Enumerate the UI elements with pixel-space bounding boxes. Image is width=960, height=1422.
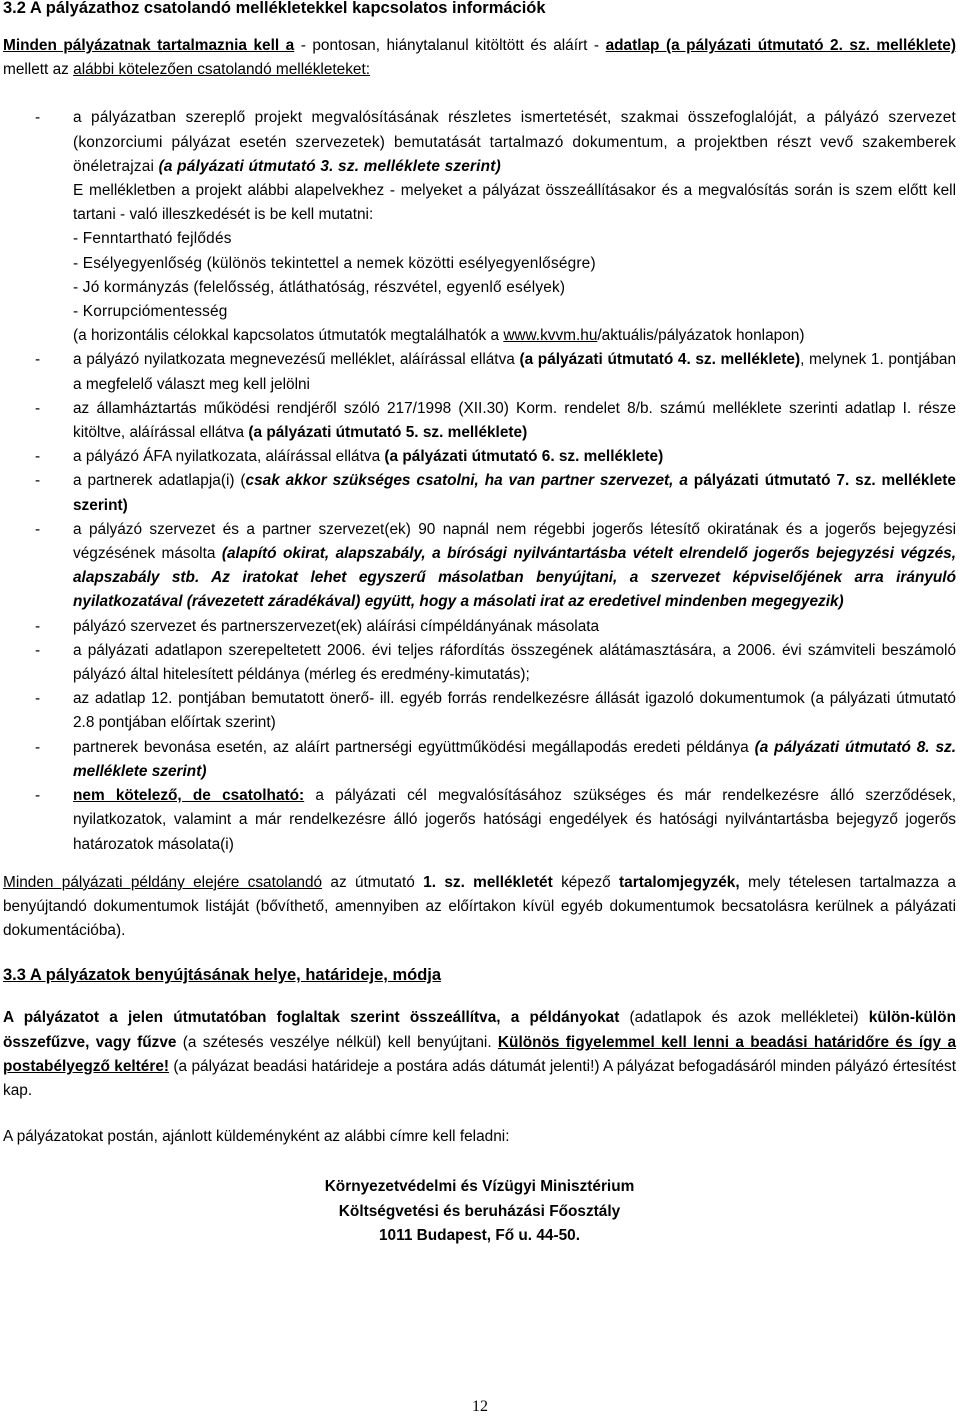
item5-note: csak akkor szükséges csatolni, ha van partner szervezet, a [245,472,688,490]
list-item [3,639,956,687]
item2-text-2: , melynek 1. pontjában a megfelelő választ meg kell jelölni [73,351,956,393]
principle-item: - Korrupciómentesség [73,303,228,321]
item6-note: (alapító okirat, alapszabály, a bírósági nyilvántartásba vételt elrendelő jogerős bejegyzési végzés, alapszabály stb. Az iratokat lehet egyszerű másolatban benyújtani, a szervezet képviselőjének arra irányuló nyilatkozatával (rávezetett záradékával) együtt, hogy a másolati irat az eredetivel mindenben megegyezik) [73,545,956,611]
intro-text-2: mellett az [3,61,74,79]
copy-text: az útmutató [322,873,424,891]
item5-ref: pályázati útmutató 7. sz. melléklete szerint) [73,472,956,514]
list-item [3,518,956,615]
item1-ref: (a pályázati útmutató 3. sz. melléklete szerint) [158,157,501,175]
item10-text: partnerek bevonása esetén, az aláírt partnerségi együttműködési megállapodás eredeti példánya [73,738,755,756]
item1-text: a pályázatban szereplő projekt megvalósításának részletes ismertetését, szakmai összefoglalóját, a pályázó szervezet (konzorciumi pályázat esetén szervezetek) bemutatását tartalmazó dokumentum, a projektben részt vevő szakemberek önéletrajzai [73,109,956,175]
page-number: 12 [472,1398,488,1415]
principle-item: - Jó kormányzás (felelősség, átláthatóság, részvétel, egyenlő esélyek) [73,278,566,296]
post-paragraph: A pályázatokat postán, ajánlott küldeményként az alábbi címre kell feladni: [3,1128,510,1146]
address-line: Költségvetési és beruházási Főosztály [338,1202,621,1220]
submit-bind: külön-külön összefűzve, vagy fűzve [3,1009,956,1051]
list-item [3,469,956,517]
intro-adatlap: adatlap (a pályázati útmutató 2. sz. melléklete) [605,37,956,54]
address-line: 1011 Budapest, Fő u. 44-50. [378,1227,580,1245]
item8-text: a pályázati adatlapon szerepeltetett 2006. évi teljes ráfordítás összegének alátámasztására, a 2006. évi számviteli beszámoló pályázó által hitelesített példánya (mérleg és eredmény-kimutatás); [73,641,956,684]
intro-emphasis: Minden pályázatnak tartalmaznia kell a [3,37,295,54]
principle-item: - Fenntartható fejlődés [73,230,232,248]
item1-sub-intro: E mellékletben a projekt alábbi alapelvekhez - melyeket a pályázat összeállításakor és a megvalósítás során is szem előtt kell tartani - való illeszkedését is be kell mutatni: [73,182,956,224]
list-item [3,615,956,639]
item1-note [73,324,956,348]
kvvm-link[interactable]: www.kvvm.hu [503,327,598,345]
item3-text: az államháztartás működési rendjéről szóló 217/1998 (XII.30) Korm. rendelet 8/b. számú melléklete szerinti adatlap I. része kitöltve, aláírással ellátva [73,399,956,442]
note-text: (a horizontális célokkal kapcsolatos útmutatók megtalálhatók a [73,327,504,345]
postal-address [3,1175,956,1249]
item10-ref: (a pályázati útmutató 8. sz. melléklete szerint) [73,738,956,780]
list-item [3,445,956,469]
submit-text-2: (a szétesés veszélye nélkül) kell benyújtani. [176,1033,498,1051]
item7-text: pályázó szervezet és partnerszervezet(ek) aláírási címpéldányának másolata [73,617,600,635]
submit-deadline-warning: Különös figyelemmel kell lenni a beadási határidőre és így a postabélyegző keltére! [3,1033,956,1075]
item4-text: a pályázó ÁFA nyilatkozata, aláírással ellátva [73,448,385,466]
submit-text: (adatlapok és azok mellékletei) [619,1009,869,1027]
copy-toc: tartalomjegyzék, [619,873,740,891]
address-line: Környezetvédelmi és Vízügyi Minisztérium [324,1178,635,1196]
intro-paragraph [3,34,956,82]
submit-emphasis: A pályázatot a jelen útmutatóban foglaltak szerint összeállítva, a példányokat [3,1009,620,1027]
copy-paragraph [3,871,956,944]
submit-text-3: (a pályázat beadási határideje a postára adás dátumát jelenti!) A pályázat befogadásáról minden pályázó értesítést kap. [3,1057,957,1099]
principle-item: - Esélyegyenlőség (különös tekintettel a nemek közötti esélyegyenlőségre) [73,254,596,272]
copy-annex: 1. sz. mellékletét [423,873,553,891]
copy-text-2: képező [552,873,620,891]
item4-ref: (a pályázati útmutató 6. sz. melléklete) [384,448,664,466]
list-item [3,784,956,857]
list-item [3,106,956,348]
list-item [3,397,956,445]
item2-ref: (a pályázati útmutató 4. sz. melléklete) [519,351,801,369]
item6-text: a pályázó szervezet és a partner szervezet(ek) 90 napnál nem régebbi jogerős létesítő okiratának és a jogerős bejegyzési végzésének másolta [73,520,956,563]
list-item [3,348,956,396]
intro-mandatory: alábbi kötelezően csatolandó mellékleteket: [73,61,371,79]
item5-text: a partnerek adatlapja(i) ( [73,472,246,490]
intro-text: - pontosan, hiánytalanul kitöltött és aláírt - [294,37,606,54]
attachment-list [3,106,956,856]
list-item [3,736,956,784]
item11-optional: nem kötelező, de csatolható: [73,787,305,805]
copy-text-3: mely tételesen tartalmazza a benyújtandó dokumentumok listáját (bővíthető, amennyiben az előírtakon kívül egyéb dokumentumok becsatolásra kerülnek a pályázati dokumentációba). [3,873,956,940]
item11-text: a pályázati cél megvalósításához szükséges és már rendelkezésre álló szerződések, nyilatkozatok, valamint a már rendelkezésre álló jogerős hatósági engedélyek és hatósági nyilvántartásba bejegyző jogerős határozatok másolata(i) [73,787,956,853]
item3-ref: (a pályázati útmutató 5. sz. melléklete) [248,424,528,442]
section-title-3-2: 3.2 A pályázathoz csatolandó mellékletekkel kapcsolatos információk [3,0,546,17]
section-title-3-3: 3.3 A pályázatok benyújtásának helye, határideje, módja [3,966,442,985]
item2-text: a pályázó nyilatkozata megnevezésű melléklet, aláírással ellátva [73,351,520,369]
submit-paragraph [3,1006,956,1103]
copy-emphasis: Minden pályázati példány elejére csatolandó [3,873,323,891]
item9-text: az adatlap 12. pontjában bemutatott önerő- ill. egyéb forrás rendelkezésre állását igazoló dokumentumok (a pályázati útmutató 2.8 pontjában előírtak szerint) [73,690,956,732]
list-item [3,687,956,735]
note-text-2: /aktuális/pályázatok honlapon) [597,327,805,345]
